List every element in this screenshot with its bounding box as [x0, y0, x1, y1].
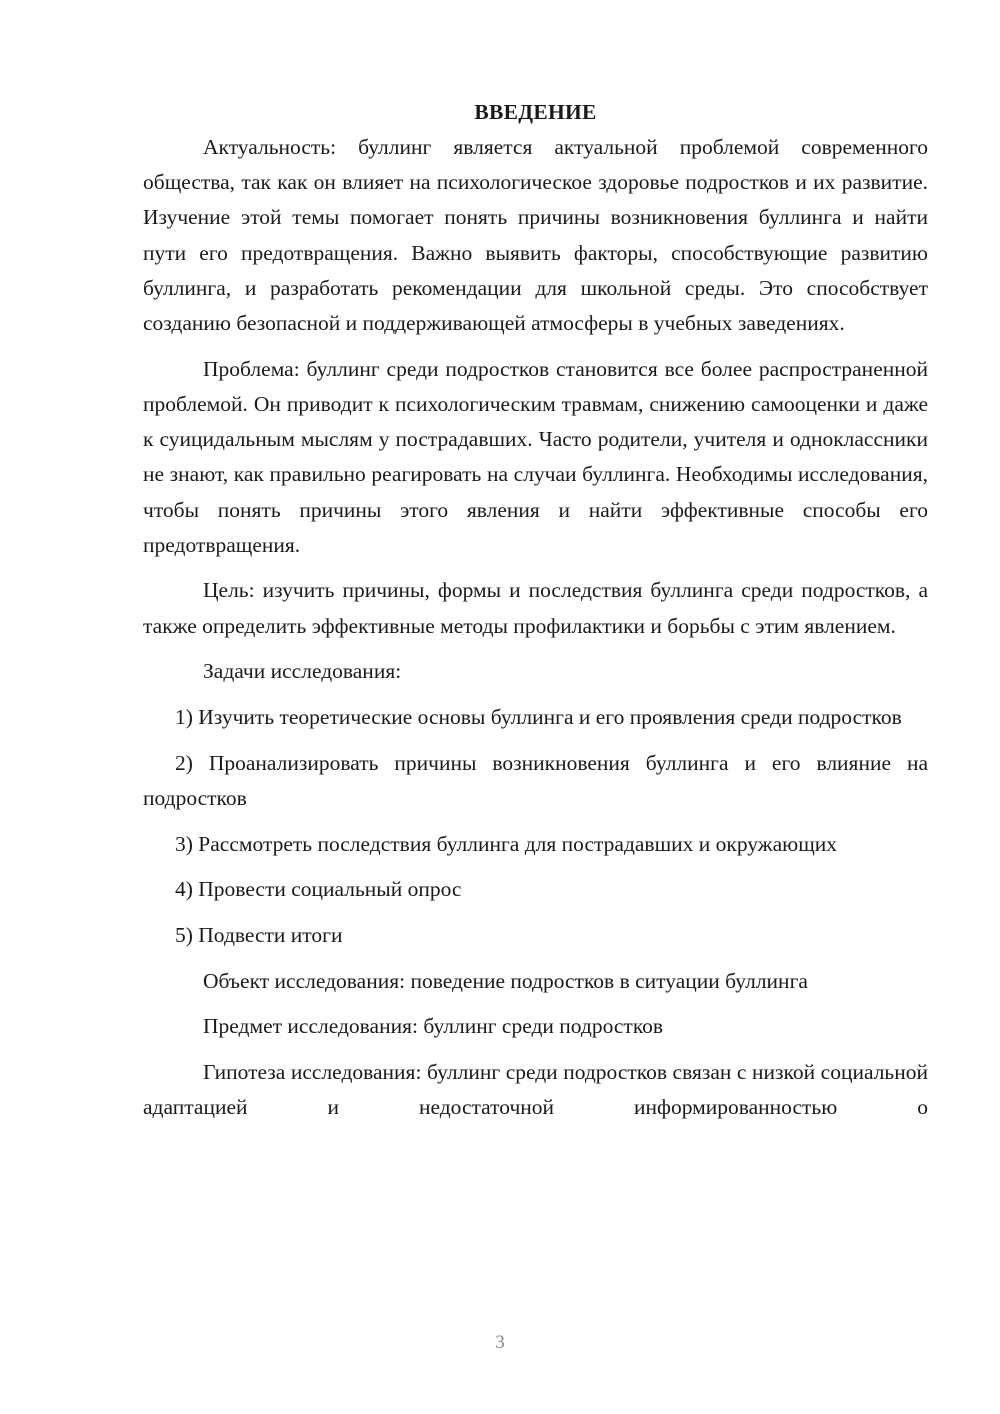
tasks-heading: Задачи исследования: [203, 659, 402, 684]
section-title: ВВЕДЕНИЕ [474, 100, 597, 124]
task-item-2: 2) Проанализировать причины возникновения буллинга и его влияние на подростков [143, 750, 928, 810]
page-number: 3 [495, 1332, 505, 1353]
relevance-paragraph: Актуальность: буллинг является актуальной проблемой современного общества, так как он влияет на психологическое здоровье подростков и их развитие. Изучение этой темы помогает понять причины возникновения буллинга и найти пути его предотвращения. Важно выявить факторы, способствующие развитию буллинга, и разработать рекомендации для школьной среды. Это способствует созданию безопасной и поддерживающей атмосферы в учебных заведениях. [143, 135, 928, 336]
hypothesis-paragraph: Гипотеза исследования: буллинг среди подростков связан с низкой социальной адаптацией и недостаточной информированностью о [143, 1060, 928, 1120]
goal-paragraph: Цель: изучить причины, формы и последствия буллинга среди подростков, а также определить эффективные методы профилактики и борьбы с этим явлением. [143, 578, 928, 638]
problem-paragraph: Проблема: буллинг среди подростков становится все более распространенной проблемой. Он приводит к психологическим травмам, снижению самооценки и даже к суицидальным мыслям у пострадавших. Часто родители, учителя и одноклассники не знают, как правильно реагировать на случаи буллинга. Необходимы исследования, чтобы понять причины этого явления и найти эффективные способы его предотвращения. [143, 356, 928, 557]
task-item-4: 4) Провести социальный опрос [175, 877, 462, 902]
object-paragraph: Объект исследования: поведение подростков в ситуации буллинга [203, 968, 808, 993]
task-item-5: 5) Подвести итоги [175, 923, 343, 948]
document-page [143, 95, 928, 1136]
task-item-1: 1) Изучить теоретические основы буллинга и его проявления среди подростков [175, 705, 902, 730]
subject-paragraph: Предмет исследования: буллинг среди подростков [203, 1014, 664, 1039]
task-item-3: 3) Рассмотреть последствия буллинга для пострадавших и окружающих [175, 831, 838, 856]
